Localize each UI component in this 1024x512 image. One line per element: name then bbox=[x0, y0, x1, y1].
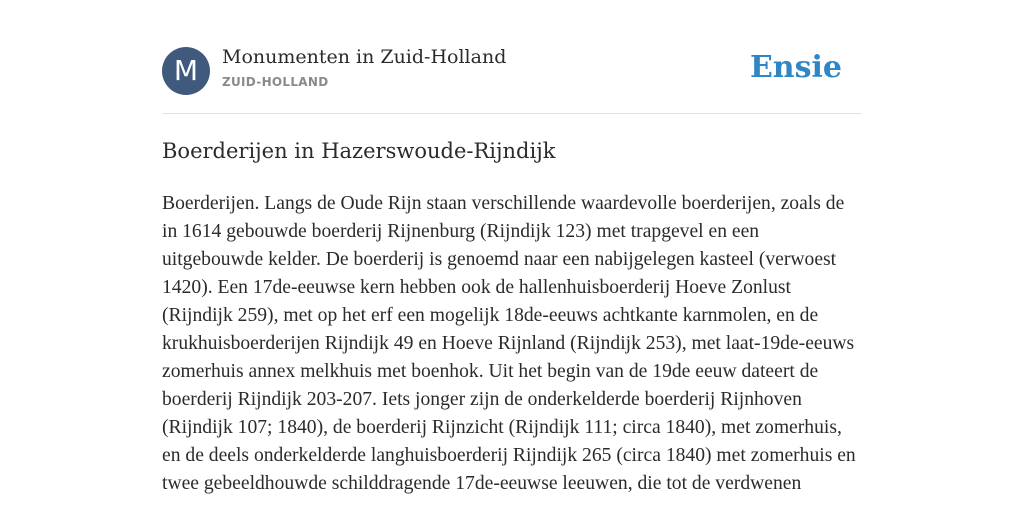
brand-logo[interactable]: Ensie bbox=[749, 50, 842, 85]
site-header bbox=[162, 46, 862, 96]
header-divider bbox=[162, 113, 862, 114]
site-subtitle: ZUID-HOLLAND bbox=[222, 75, 329, 89]
avatar[interactable]: M bbox=[162, 47, 210, 95]
article-body: Boerderijen. Langs de Oude Rijn staan verschillende waardevolle boerderijen, zoals de in 1614 gebouwde boerderij Rijnenburg (Rijndijk 123) met trapgevel en een uitgebouwde kelder. De boerderij is genoemd naar een nabijgelegen kasteel (verwoest 1420). Een 17de-eeuwse kern hebben ook de hallenhuisboerderij Hoeve Zonlust (Rijndijk 259), met op het erf een mogelijk 18de-eeuws achtkante karnmolen, en de krukhuisboerderijen Rijndijk 49 en Hoeve Rijnland (Rijndijk 253), met laat-19de-eeuws zomerhuis annex melkhuis met boenhok. Uit het begin van de 19de eeuw dateert de boerderij Rijndijk 203-207. Iets jonger zijn de onderkelderde boerderij Rijnhoven (Rijndijk 107; 1840), de boerderij Rijnzicht (Rijndijk 111; circa 1840), met zomerhuis, en de deels onderkelderde langhuisboerderij Rijndijk 265 (circa 1840) met zomerhuis en twee gebeeldhouwde schilddragende 17de-eeuwse leeuwen, die tot de verdwenen bbox=[162, 193, 856, 494]
site-title[interactable]: Monumenten in Zuid-Holland bbox=[222, 46, 507, 68]
article-title: Boerderijen in Hazerswoude-Rijndijk bbox=[162, 139, 556, 163]
